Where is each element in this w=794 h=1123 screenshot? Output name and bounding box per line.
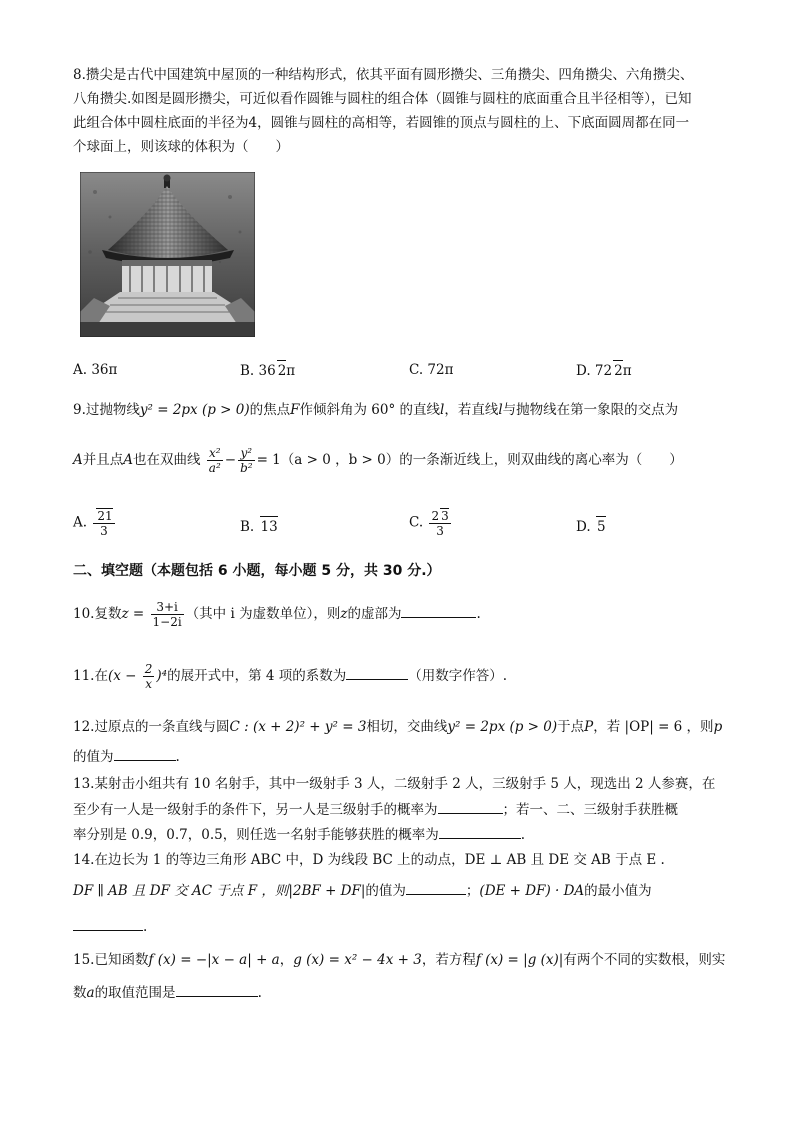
q11-line: 11.在(x − $\frac{2}{x}$ )⁴的展开式中，第 4 项的系数为 （用数字作答）. (73, 662, 508, 691)
q12-answer-blank[interactable] (114, 746, 176, 761)
q13-answer-blank-2[interactable] (439, 824, 521, 839)
q10-line: 10.复数z = $\frac{3+i}{1-2i}$ （其中 i 为虚数单位），则z的虚部为 . (73, 600, 481, 629)
q8-option-d: D. 72 2π (576, 360, 632, 381)
q13-line-2: 至少有一人是一级射手的条件下，另一人是三级射手的概率为 ；若一、二、三级射手获胜概 (73, 799, 678, 820)
q11-answer-blank[interactable] (346, 665, 408, 680)
q15-line-2: 数a的取值范围是 . (73, 982, 262, 1003)
q14-answer-blank-1[interactable] (406, 880, 466, 895)
q9-option-d: D. 5 (576, 516, 606, 537)
q14-line-3: . (73, 916, 147, 937)
q13-line-1: 13.某射击小组共有 10 名射手，其中一级射手 3 人，二级射手 2 人，三级射手 5 人，现选出 2 人参赛，在 (73, 776, 716, 792)
section-heading-fill-in: 二、填空题（本题包括 6 小题，每小题 5 分，共 30 分.） (73, 563, 441, 579)
q14-line-2: DF ∥ AB 且 DF 交 AC 于点 F ，则|2BF + DF|的值为 ；(DE + DF) · DA的最小值为 (73, 880, 652, 901)
q12-line-2: 的值为 . (73, 746, 180, 767)
q8-line-2: 八角攒尖.如图是圆形攒尖，可近似看作圆锥与圆柱的组合体（圆锥与圆柱的底面重合且半径相等），已知 (73, 91, 692, 107)
q8-line-1: 8.攒尖是古代中国建筑中屋顶的一种结构形式，依其平面有圆形攒尖、三角攒尖、四角攒尖、六角攒尖、 (73, 67, 694, 83)
q9-option-b: B. 13 (240, 516, 278, 537)
q15-answer-blank[interactable] (176, 982, 258, 997)
pavilion-photo (80, 172, 255, 337)
q13-answer-blank-1[interactable] (438, 799, 503, 814)
q13-line-3: 率分别是 0.9，0.7，0.5，则任选一名射手能够获胜的概率为 . (73, 824, 525, 845)
q9-line-2: A并且点A也在双曲线 $\frac{\text{x²}}{\text{a²}}$ − $\frac{\text{y²}}{\text{b²}}$ = 1（a > 0 ，b > 0）的一条渐近线上，则双曲线的离心率为（ ） (73, 446, 683, 475)
q8-option-a: A. 36π (73, 362, 118, 378)
q8-line-4: 个球面上，则该球的体积为（ ） (73, 139, 289, 155)
q9-line-1: 9.过抛物线y² = 2px (p > 0)的焦点F作倾斜角为 60° 的直线l，若直线l与抛物线在第一象限的交点为 (73, 402, 679, 418)
q9-option-a: A. $\frac{21}{3}$ (73, 509, 113, 538)
q10-answer-blank[interactable] (401, 603, 476, 618)
q8-line-3: 此组合体中圆柱底面的半径为4，圆锥与圆柱的高相等，若圆锥的顶点与圆柱的上、下底面圆周都在同一 (73, 115, 690, 131)
q8-option-b: B. 36 2π (240, 360, 295, 381)
q9-option-c: C. $\frac{2 3}{3}$ (409, 509, 449, 538)
q8-option-c: C. 72π (409, 362, 454, 378)
q14-line-1: 14.在边长为 1 的等边三角形 ABC 中，D 为线段 BC 上的动点，DE ⊥ AB 且 DE 交 AB 于点 E . (73, 852, 665, 868)
q15-line-1: 15.已知函数f (x) = −|x − a| + a，g (x) = x² − 4x + 3，若方程f (x) = |g (x)|有两个不同的实数根，则实 (73, 952, 726, 968)
q14-answer-blank-2[interactable] (73, 916, 143, 931)
q12-line-1: 12.过原点的一条直线与圆C : (x + 2)² + y² = 3相切，交曲线y² = 2px (p > 0)于点P，若 |OP| = 6 ，则p (73, 719, 723, 735)
